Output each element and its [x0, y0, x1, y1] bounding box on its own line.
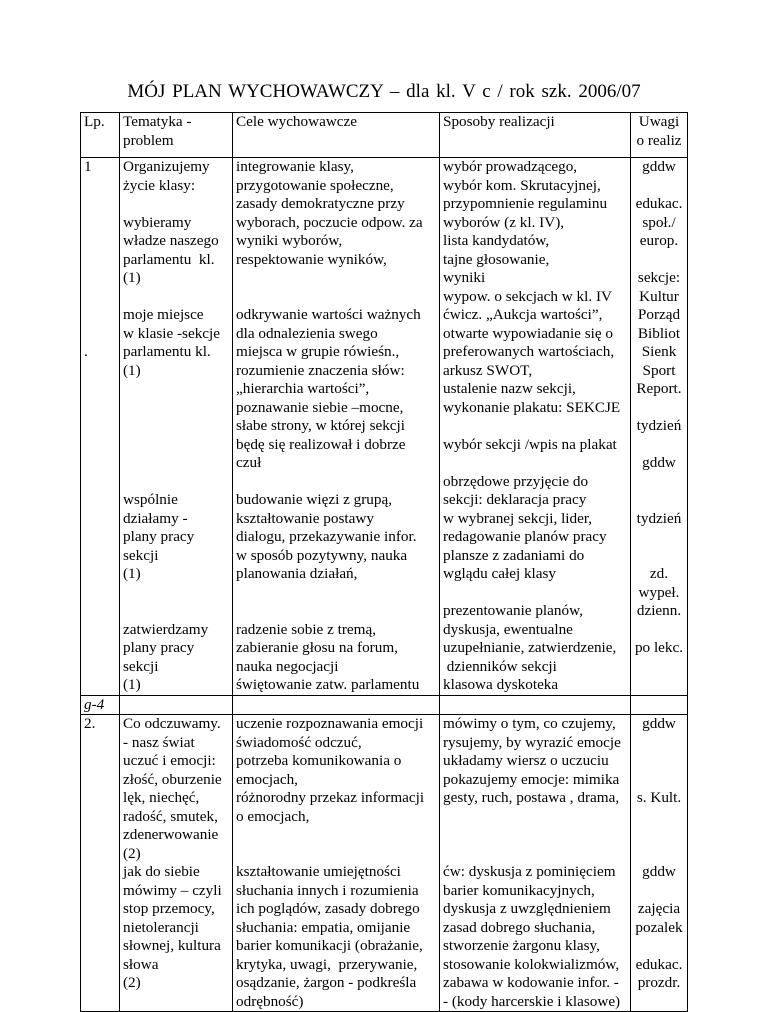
table-header-row	[81, 113, 688, 158]
section1-cele: integrowanie klasy, przygotowanie społeczne, zasady demokratyczne przy wyborach, poczucie odpow. za wyniki wyborów, respektowanie wyników, odkrywanie wartości ważnych dla odnalezienia swego miejsca w grupie rówieśn., rozumienie znaczenia słów: „hierarchia wartości”, poznawanie siebie –mocne, słabe strony, w której sekcji będę się realizował i dobrze czuł budowanie więzi z grupą, kształtowanie postawy dialogu, przekazywanie infor. w sposób pozytywny, nauka planowania działań, radzenie sobie z tremą, zabieranie głosu na forum, nauka negocjacji świętowanie zatw. parlamentu	[233, 158, 440, 696]
header-uwagi: Uwagi o realiz	[631, 113, 688, 158]
plan-table	[80, 112, 688, 1012]
g-marker-empty-cell	[233, 695, 440, 715]
g-marker-empty-cell	[440, 695, 631, 715]
table-row-section-1	[81, 158, 688, 696]
table-row-section-2	[81, 715, 688, 1012]
section1-lp: 1 .	[81, 158, 120, 696]
g-marker-cell: g-4	[81, 695, 120, 715]
header-cele: Cele wychowawcze	[233, 113, 440, 158]
section2-uwagi: gddw s. Kult. gddw zajęcia pozalek edukac. prozdr.	[631, 715, 688, 1012]
section2-lp: 2.	[81, 715, 120, 1012]
section1-uwagi: gddw edukac. społ./ europ. sekcje: Kultur Porząd Bibliot Sienk Sport Report. tydzień gddw tydzień zd. wypeł. dzienn. po lekc.	[631, 158, 688, 696]
header-tematyka: Tematyka - problem	[120, 113, 233, 158]
page-title: MÓJ PLAN WYCHOWAWCZY – dla kl. V c / rok szk. 2006/07	[127, 81, 641, 102]
section2-cele: uczenie rozpoznawania emocji świadomość odczuć, potrzeba komunikowania o emocjach, różnorodny przekaz informacji o emocjach, kształtowanie umiejętności słuchania innych i rozumienia ich poglądów, zasady dobrego słuchania: empatia, omijanie barier komunikacji (obrażanie, krytyka, uwagi, przerywanie, osądzanie, żargon - podkreśla odrębność)	[233, 715, 440, 1012]
section1-sposoby: wybór prowadzącego, wybór kom. Skrutacyjnej, przypomnienie regulaminu wyborów (z kl. IV), lista kandydatów, tajne głosowanie, wyniki wypow. o sekcjach w kl. IV ćwicz. „Aukcja wartości”, otwarte wypowiadanie się o preferowanych wartościach, arkusz SWOT, ustalenie nazw sekcji, wykonanie plakatu: SEKCJE wybór sekcji /wpis na plakat obrzędowe przyjęcie do sekcji: deklaracja pracy w wybranej sekcji, lider, redagowanie planów pracy plansze z zadaniami do wglądu całej klasy prezentowanie planów, dyskusja, ewentualne uzupełnianie, zatwierdzenie, dzienników sekcji klasowa dyskoteka	[440, 158, 631, 696]
g-marker-empty-cell	[120, 695, 233, 715]
table-row-g-marker	[81, 695, 688, 715]
header-sposoby: Sposoby realizacji	[440, 113, 631, 158]
section2-sposoby: mówimy o tym, co czujemy, rysujemy, by wyrazić emocje układamy wiersz o uczuciu pokazujemy emocje: mimika gesty, ruch, postawa , drama, ćw: dyskusja z pominięciem barier komunikacyjnych, dyskusja z uwzględnieniem zasad dobrego słuchania, stworzenie żargonu klasy, stosowanie kolokwializmów, zabawa w kodowanie infor. - - (kody harcerskie i klasowe)	[440, 715, 631, 1012]
section1-tematyka: Organizujemy życie klasy: wybieramy władze naszego parlamentu kl. (1) moje miejsce w klasie -sekcje parlamentu kl. (1) wspólnie działamy - plany pracy sekcji (1) zatwierdzamy plany pracy sekcji (1)	[120, 158, 233, 696]
header-lp: Lp.	[81, 113, 120, 158]
section2-tematyka: Co odczuwamy. - nasz świat uczuć i emocji: złość, oburzenie lęk, niechęć, radość, smutek, zdenerwowanie (2) jak do siebie mówimy – czyli stop przemocy, nietolerancji słownej, kultura słowa (2)	[120, 715, 233, 1012]
g-marker-empty-cell	[631, 695, 688, 715]
